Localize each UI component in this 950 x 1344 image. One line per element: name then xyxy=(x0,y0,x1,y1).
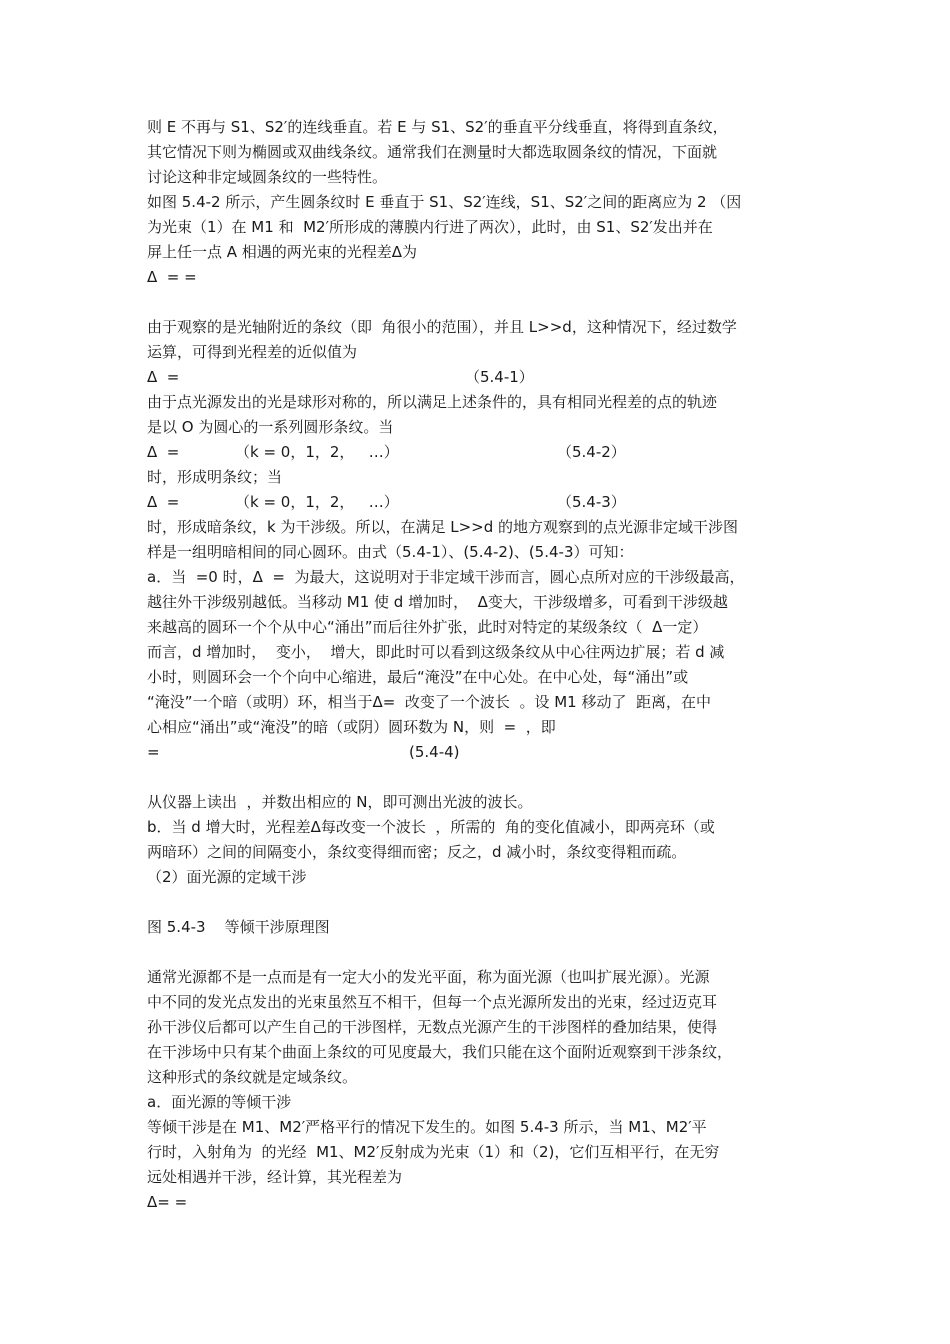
text-line: 时，形成暗条纹，k 为干涉级。所以，在满足 L>>d 的地方观察到的点光源非定域干涉图 xyxy=(147,518,739,536)
text-line: 来越高的圆环一个个从中心“涌出”而后往外扩张，此时对特定的某级条纹（ Δ一定） xyxy=(147,618,708,636)
text-line: 样是一组明暗相间的同心圆环。由式（5.4-1）、(5.4-2)、(5.4-3）可知： xyxy=(147,543,634,561)
section-heading: （2）面光源的定域干涉 xyxy=(147,868,307,886)
text-line: 行时，入射角为 的光经 M1、M2′反射成为光束（1）和（2)，它们互相平行，在无穷 xyxy=(147,1143,720,1161)
text-line: 中不同的发光点发出的光束虽然互不相干，但每一个点光源所发出的光束，经过迈克耳 xyxy=(147,993,718,1011)
text-line: 是以 O 为圆心的一系列圆形条纹。当 xyxy=(147,418,394,436)
text-line: 讨论这种非定域圆条纹的一些特性。 xyxy=(147,168,388,186)
text-line: 两暗环）之间的间隔变小，条纹变得细而密；反之，d 减小时，条纹变得粗而疏。 xyxy=(147,843,687,861)
text-line: “淹没”一个暗（或明）环，相当于Δ= 改变了一个波长 。设 M1 移动了 距离，在中 xyxy=(147,693,712,711)
text-line: a．当 =0 时，Δ = 为最大，这说明对于非定域干涉而言，圆心点所对应的干涉级最高， xyxy=(147,568,745,586)
text-line: 运算，可得到光程差的近似值为 xyxy=(147,343,358,361)
text-line: 越往外干涉级别越低。当移动 M1 使 d 增加时， Δ变大，干涉级增多，可看到干涉级越 xyxy=(147,593,728,611)
text-line: 如图 5.4-2 所示，产生圆条纹时 E 垂直于 S1、S2′连线，S1、S2′之间的距离应为 2 （因 xyxy=(147,193,742,211)
text-line: 孙干涉仪后都可以产生自己的干涉图样，无数点光源产生的干涉图样的叠加结果，使得 xyxy=(147,1018,718,1036)
equation-condition: （k = 0，1，2， …） xyxy=(235,493,399,511)
text-line: 时，形成明条纹；当 xyxy=(147,468,283,486)
formula-line: Δ= = xyxy=(147,1193,188,1211)
equation-lhs: Δ = xyxy=(147,368,180,386)
equation-lhs: = xyxy=(147,743,160,761)
text-line: 由于观察的是光轴附近的条纹（即 角很小的范围），并且 L>>d，这种情况下，经过数学 xyxy=(147,318,737,336)
text-line: 由于点光源发出的光是球形对称的，所以满足上述条件的，具有相同光程差的点的轨迹 xyxy=(147,393,718,411)
text-line: 通常光源都不是一点而是有一定大小的发光平面，称为面光源（也叫扩展光源）。光源 xyxy=(147,968,710,986)
text-line: 从仪器上读出 ，并数出相应的 N，即可测出光波的波长。 xyxy=(147,793,533,811)
text-line: 则 E 不再与 S1、S2′的连线垂直。若 E 与 S1、S2′的垂直平分线垂直，将得到直条纹， xyxy=(147,118,728,136)
equation-number: (5.4-4) xyxy=(409,743,460,761)
text-line: 屏上任一点 A 相遇的两光束的光程差Δ为 xyxy=(147,243,418,261)
equation-number: （5.4-2） xyxy=(557,443,626,461)
text-line: 小时，则圆环会一个个向中心缩进，最后“淹没”在中心处。在中心处，每“涌出”或 xyxy=(147,668,689,686)
text-line: 其它情况下则为椭圆或双曲线条纹。通常我们在测量时大都选取圆条纹的情况，下面就 xyxy=(147,143,718,161)
text-line: b．当 d 增大时，光程差Δ每改变一个波长 ，所需的 角的变化值减小，即两亮环（或 xyxy=(147,818,715,836)
text-line: 远处相遇并干涉，经计算，其光程差为 xyxy=(147,1168,403,1186)
text-line: 而言，d 增加时， 变小， 增大，即此时可以看到这级条纹从中心往两边扩展；若 d 减 xyxy=(147,643,725,661)
text-line: 为光束（1）在 M1 和 M2′所形成的薄膜内行进了两次），此时，由 S1、S2′发出并在 xyxy=(147,218,713,236)
figure-caption: 图 5.4-3 等倾干涉原理图 xyxy=(147,918,330,936)
equation-lhs: Δ = xyxy=(147,443,180,461)
equation-lhs: Δ = xyxy=(147,493,180,511)
text-line: 等倾干涉是在 M1、M2′严格平行的情况下发生的。如图 5.4-3 所示，当 M1、M2′平 xyxy=(147,1118,707,1136)
equation-number: （5.4-1） xyxy=(465,368,534,386)
equation-number: （5.4-3） xyxy=(557,493,626,511)
text-line: 在干涉场中只有某个曲面上条纹的可见度最大，我们只能在这个面附近观察到干涉条纹， xyxy=(147,1043,733,1061)
equation-condition: （k = 0，1，2， …） xyxy=(235,443,399,461)
subsection-heading: a．面光源的等倾干涉 xyxy=(147,1093,292,1111)
text-line: 心相应“涌出”或“淹没”的暗（或阴）圆环数为 N，则 = ，即 xyxy=(147,718,556,736)
formula-line: Δ = = xyxy=(147,268,197,286)
text-line: 这种形式的条纹就是定域条纹。 xyxy=(147,1068,358,1086)
